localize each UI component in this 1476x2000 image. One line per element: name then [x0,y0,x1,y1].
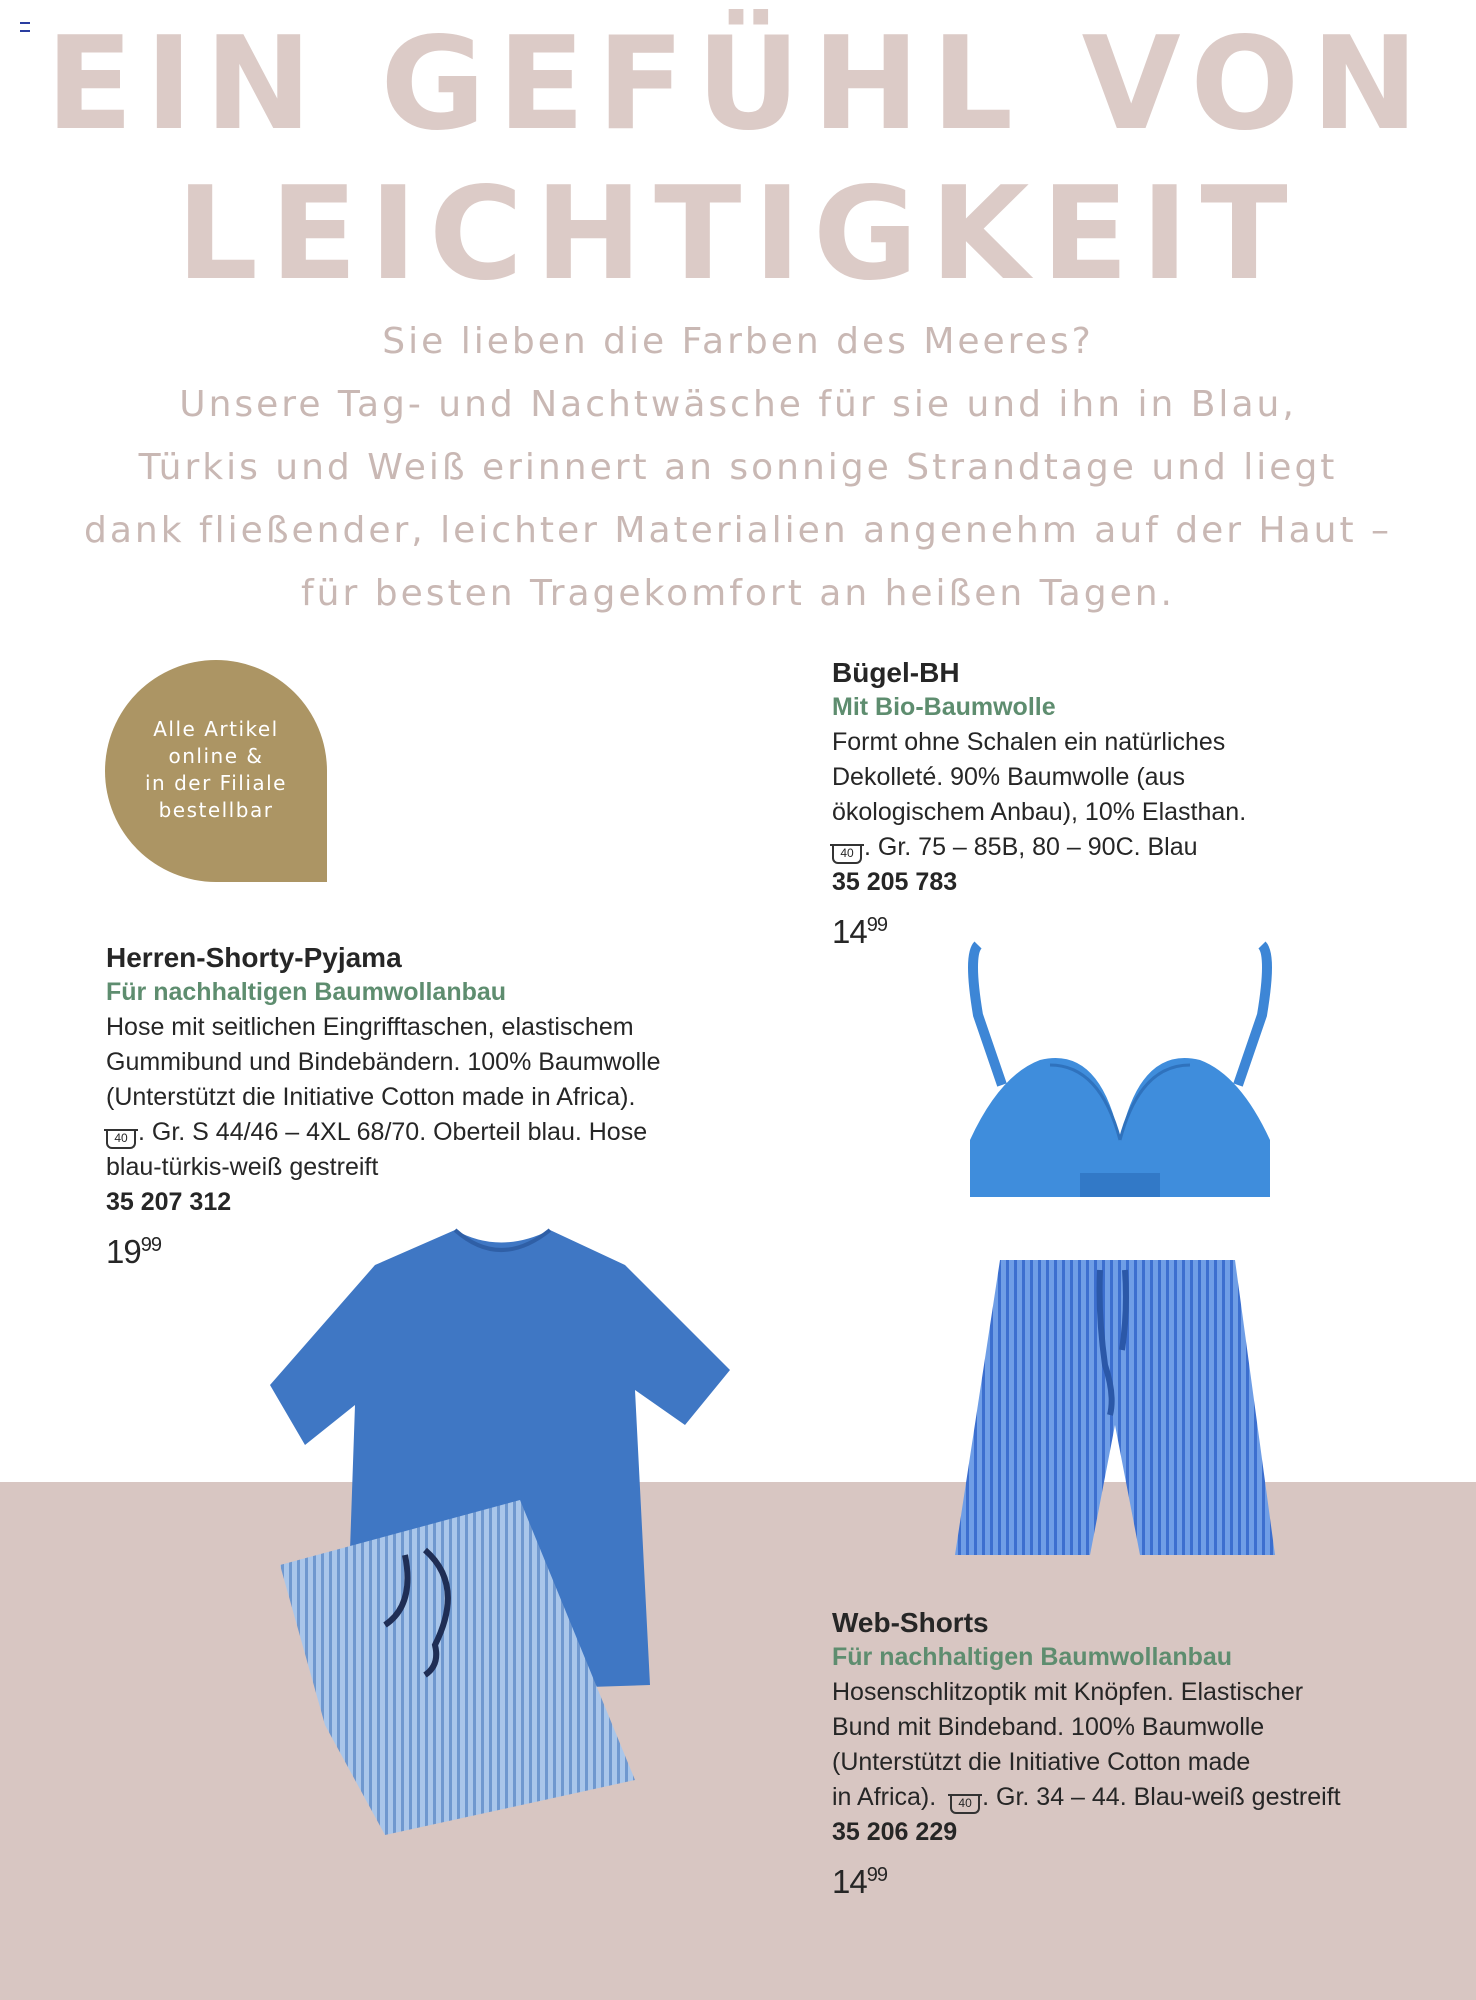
wash-40-icon: 40 [106,1129,136,1149]
intro-line: dank fließender, leichter Materialien angenehm auf der Haut – [83,510,1393,551]
product-sizes [832,1780,1341,1815]
product-sizes [832,830,1246,865]
article-number: 35 205 783 [832,868,958,896]
headline [0,10,1476,310]
product-name: Bügel-BH [832,657,960,688]
product-subtitle: Mit Bio-Baumwolle [832,693,1056,721]
product-description: Hose mit seitlichen Eingrifftaschen, elastischem Gummibund und Bindebändern. 100% Baumwolle (Unterstützt die Initiative Cotton made in Africa). [106,1013,661,1111]
intro-line: Sie lieben die Farben des Meeres? [382,321,1094,362]
product-size-text: . Gr. 34 – 44. Blau-weiß gestreift [982,1783,1341,1811]
price-main: 14 [832,913,867,950]
product-sizes [106,1115,661,1150]
headline-line-1: EIN GEFÜHL VON [45,10,1431,159]
product-description: Hosenschlitzoptik mit Knöpfen. Elastischer Bund mit Bindeband. 100% Baumwolle (Unterstützt die Initiative Cotton made [832,1678,1304,1776]
price-cents: 99 [140,1234,161,1256]
badge-line: Alle Artikel [153,717,279,741]
intro-text [0,310,1476,625]
pyjama-image [265,1225,735,1845]
wash-40-icon: 40 [950,1794,980,1814]
article-number: 35 207 312 [106,1188,232,1216]
product-pyjama [106,940,661,1269]
price-cents: 99 [866,914,887,936]
article-number: 35 206 229 [832,1818,958,1846]
price-cents: 99 [866,1864,887,1886]
badge-line: in der Filiale [144,771,287,795]
product-description: Formt ohne Schalen ein natürliches Dekolleté. 90% Baumwolle (aus ökologischem Anbau), 10% Elasthan. [832,728,1247,826]
product-subtitle: Für nachhaltigen Baumwollanbau [832,1643,1233,1671]
wash-40-icon: 40 [832,844,862,864]
product-size-prefix: in Africa). [832,1783,937,1811]
product-name: Web-Shorts [832,1607,989,1638]
web-shorts-image [950,1255,1280,1565]
price-main: 19 [106,1233,141,1270]
product-size-text: . Gr. S 44/46 – 4XL 68/70. Oberteil blau. Hose [138,1118,648,1146]
product-size-text-2: blau-türkis-weiß gestreift [106,1153,379,1181]
price [832,1858,1341,1899]
product-subtitle: Für nachhaltigen Baumwollanbau [106,978,507,1006]
price-main: 14 [832,1863,867,1900]
product-bh [832,655,1246,949]
product-shorts [832,1605,1341,1899]
product-name: Herren-Shorty-Pyjama [106,942,402,973]
headline-line-2: LEICHTIGKEIT [176,160,1300,309]
intro-line: für besten Tragekomfort an heißen Tagen. [300,573,1175,614]
availability-badge [105,660,327,882]
intro-line: Unsere Tag- und Nachtwäsche für sie und ihn in Blau, [179,384,1297,425]
product-size-text: . Gr. 75 – 85B, 80 – 90C. Blau [864,833,1198,861]
intro-line: Türkis und Weiß erinnert an sonnige Strandtage und liegt [138,447,1338,488]
bra-image [960,935,1280,1205]
badge-line: bestellbar [158,798,274,822]
badge-line: online & [168,744,264,768]
